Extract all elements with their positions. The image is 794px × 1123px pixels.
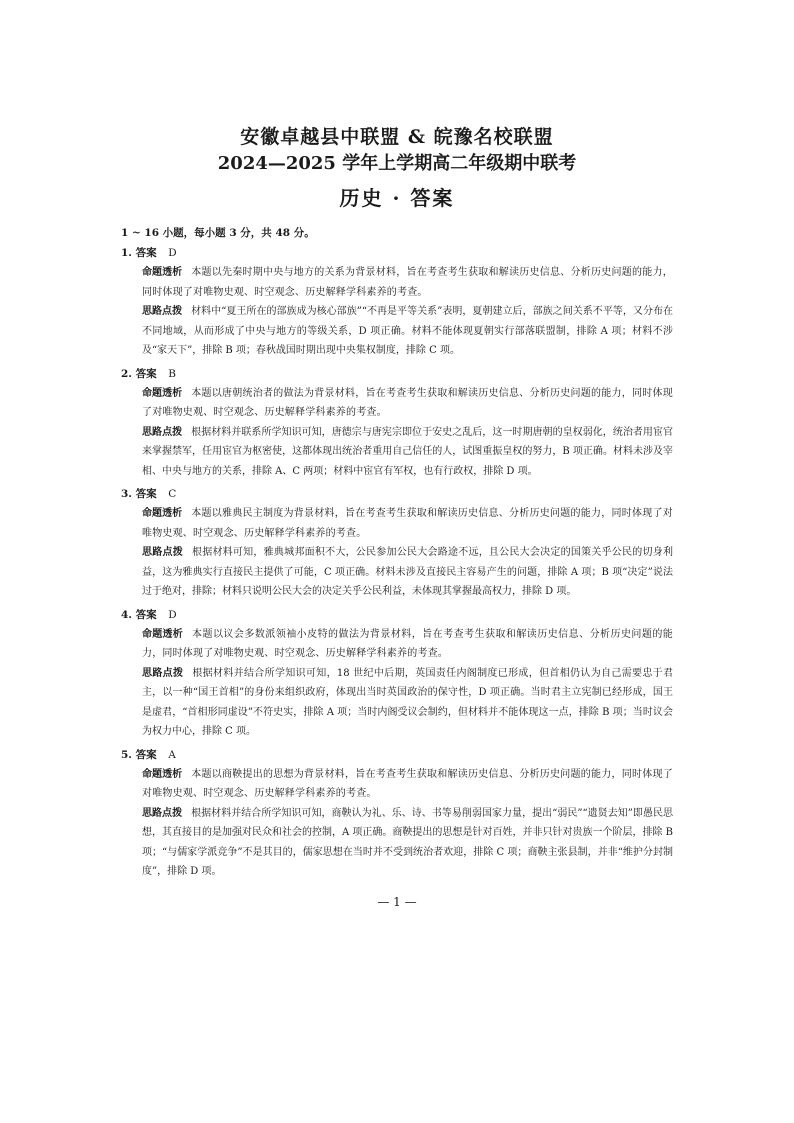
answer-label: 答案 bbox=[135, 247, 157, 259]
intent-label: 命题透析 bbox=[142, 768, 183, 780]
section-intro: 1 ~ 16 小题，每小题 3 分，共 48 分。 bbox=[121, 227, 315, 239]
answer-value: D bbox=[168, 247, 177, 259]
intent-text: 本题以唐朝统治者的做法为背景材料，旨在考查考生获取和解读历史信息、分析历史问题的能力，同时体现了对唯物史观、时空观念、历史解释学科素养的考查。 bbox=[142, 387, 674, 418]
intent-paragraph bbox=[142, 384, 673, 423]
intent-label: 命题透析 bbox=[142, 267, 183, 278]
question-header bbox=[121, 244, 673, 263]
question-item bbox=[121, 244, 673, 361]
hint-text: 根据材料并结合所学知识可知，18 世纪中后期，英国责任内阁制度已形成，但首相仍认为自己需要忠于君主，以一种“国王首相”的身份来组织政府，体现出当时英国政治的保守性，D 项正确。当时君主立宪制已经形成，国王是虚君，“首相形同虚设”不符史实，排除 A 项；当时内阁受议会制约，但材料并不能体现这一点，排除 B 项；当时议会为权力中心，排除 C 项。 bbox=[142, 667, 674, 737]
question-item bbox=[121, 746, 673, 882]
exam-alliance-title: 安徽卓越县中联盟 & 皖豫名校联盟 bbox=[240, 126, 554, 148]
hint-paragraph bbox=[142, 804, 673, 882]
intent-text: 本题以先秦时期中央与地方的关系为背景材料，旨在考查考生获取和解读历史信息、分析历史问题的能力，同时体现了对唯物史观、时空观念、历史解释学科素养的考查。 bbox=[142, 267, 674, 298]
hint-label: 思路点拨 bbox=[142, 667, 184, 679]
question-header bbox=[121, 485, 673, 504]
answer-value: A bbox=[168, 748, 176, 761]
question-header bbox=[121, 365, 673, 384]
intent-label: 命题透析 bbox=[142, 508, 183, 519]
hint-paragraph bbox=[142, 423, 673, 482]
intent-paragraph bbox=[142, 504, 673, 543]
intent-label: 命题透析 bbox=[142, 387, 183, 399]
page-number: — 1 — bbox=[377, 895, 417, 909]
intent-text: 本题以议会多数派领袖小皮特的做法为背景材料，旨在考查考生获取和解读历史信息、分析历史问题的能力，同时体现了对唯物史观、时空观念、历史解释学科素养的考查。 bbox=[142, 628, 673, 659]
answer-value: D bbox=[168, 608, 177, 621]
question-header bbox=[121, 746, 673, 765]
hint-text: 材料中“夏王所在的部族成为核心部族”“不再是平等关系”表明，夏朝建立后，部族之间关系不平等，又分布在不同地域，从而形成了中央与地方的等级关系，D 项正确。材料不能体现夏朝实行部落联盟制，排除 A 项；材料不涉及“家天下”，排除 B 项；春秋战国时期出现中央集权制度，排除 C 项。 bbox=[142, 306, 674, 356]
hint-label: 思路点拨 bbox=[142, 547, 183, 558]
intent-paragraph bbox=[142, 765, 673, 804]
intent-label: 命题透析 bbox=[142, 628, 184, 640]
question-number: 4. bbox=[121, 608, 132, 621]
intent-paragraph bbox=[142, 625, 673, 664]
answer-label: 答案 bbox=[135, 608, 157, 621]
hint-paragraph bbox=[142, 543, 673, 602]
exam-term-title: 2024—2025 学年上学期高二年级期中联考 bbox=[217, 153, 577, 174]
hint-text: 根据材料并联系所学知识可知，唐德宗与唐宪宗即位于安史之乱后，这一时期唐朝的皇权弱化，统治者用宦官来掌握禁军，任用宦官为枢密使，这都体现出统治者重用自己信任的人，试图重振皇权的努力，B 项正确。材料未涉及宰相、中央与地方的关系，排除 A、C 两项；材料中宦官有军权，也有行政权，排除 D 项。 bbox=[142, 426, 674, 477]
question-header bbox=[121, 606, 673, 625]
answer-value: C bbox=[168, 488, 177, 500]
answer-label: 答案 bbox=[135, 488, 157, 500]
question-item bbox=[121, 606, 673, 742]
intent-paragraph bbox=[142, 263, 673, 302]
answers-list bbox=[121, 244, 673, 886]
question-item bbox=[121, 485, 673, 602]
question-number: 2. bbox=[121, 367, 132, 380]
hint-label: 思路点拨 bbox=[142, 807, 183, 819]
hint-text: 根据材料并结合所学知识可知，商鞅认为礼、乐、诗、书等易削弱国家力量，提出“弱民”“遗贤去知”即愚民思想，其直接目的是加强对民众和社会的控制，A 项正确。商鞅提出的思想是针对百姓，并非只针对贵族一个阶层，排除 B 项；“与儒家学派竞争”不是其目的，儒家思想在当时并不受到统治者欢迎，排除 C 项；商鞅主张县制，并非“维护分封制度”，排除 D 项。 bbox=[142, 807, 674, 877]
hint-label: 思路点拨 bbox=[142, 306, 183, 317]
hint-label: 思路点拨 bbox=[142, 426, 183, 438]
answer-value: B bbox=[168, 367, 176, 380]
hint-text: 根据材料可知，雅典城邦面积不大，公民参加公民大会路途不远，且公民大会决定的国策关乎公民的切身利益，这为雅典实行直接民主提供了可能，C 项正确。材料未涉及直接民主容易产生的问题，排除 A 项；B 项“决定”说法过于绝对，排除；材料只说明公民大会的决定关乎公民利益，未体现其掌握最高权力，排除 D 项。 bbox=[142, 547, 674, 597]
question-number: 1. bbox=[121, 247, 132, 259]
intent-text: 本题以雅典民主制度为背景材料，旨在考查考生获取和解读历史信息、分析历史问题的能力，同时体现了对唯物史观、时空观念、历史解释学科素养的考查。 bbox=[142, 508, 674, 539]
hint-paragraph bbox=[142, 664, 673, 742]
intent-text: 本题以商鞅提出的思想为背景材料，旨在考查考生获取和解读历史信息、分析历史问题的能力，同时体现了对唯物史观、时空观念、历史解释学科素养的考查。 bbox=[142, 768, 674, 799]
answer-label: 答案 bbox=[135, 748, 157, 761]
answer-label: 答案 bbox=[135, 367, 157, 380]
question-number: 3. bbox=[121, 488, 132, 500]
question-number: 5. bbox=[121, 748, 132, 761]
subject-answer-title: 历史 · 答案 bbox=[339, 186, 455, 210]
question-item bbox=[121, 365, 673, 482]
hint-paragraph bbox=[142, 302, 673, 361]
